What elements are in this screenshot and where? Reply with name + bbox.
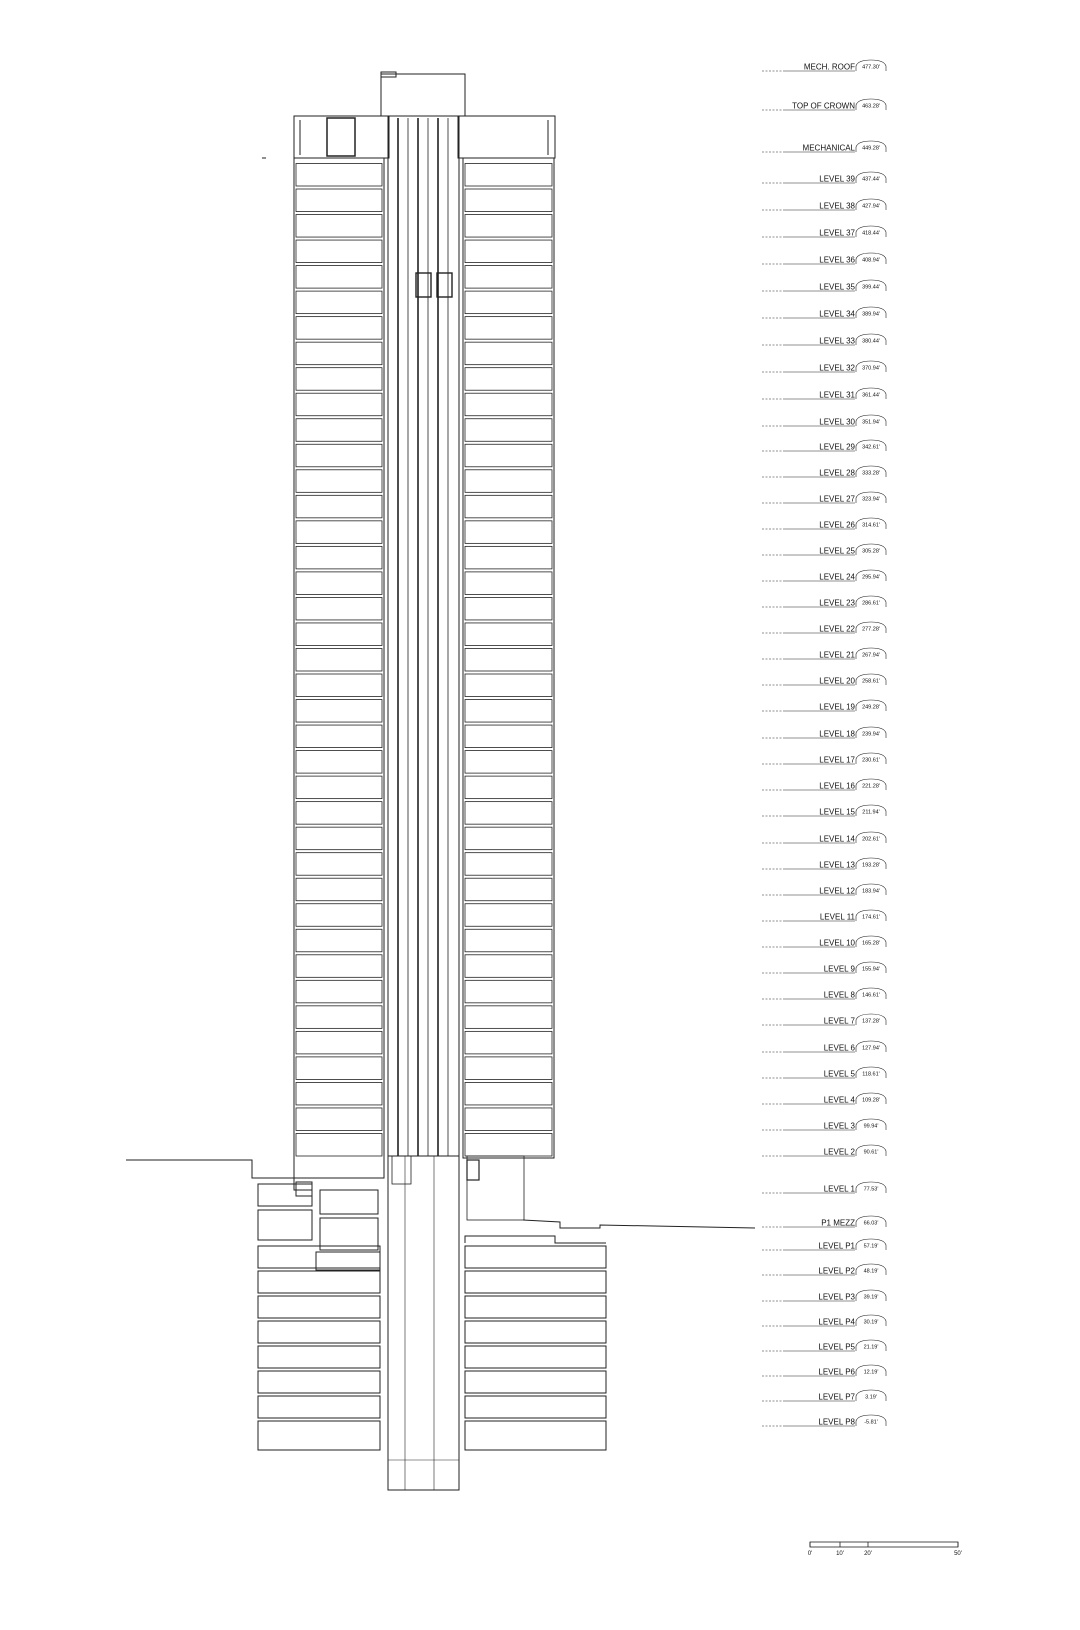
elevator-cab — [437, 273, 452, 297]
level-marker — [762, 60, 886, 72]
level-elevation: 463.28' — [862, 103, 880, 110]
level-name: LEVEL P6 — [818, 1367, 855, 1377]
podium-block — [316, 1252, 380, 1270]
parking-level-left — [258, 1321, 380, 1343]
floor-bay-right — [465, 444, 552, 467]
level-name: LEVEL 9 — [823, 964, 855, 974]
parking-level-left — [258, 1271, 380, 1293]
floor-bay-left — [296, 317, 382, 340]
level-marker — [762, 596, 886, 608]
floor-bay-left — [296, 1031, 382, 1054]
podium-block — [320, 1190, 378, 1214]
level-name: LEVEL 12 — [819, 886, 855, 896]
floor-bay-right — [465, 1031, 552, 1054]
floor-bay-left — [296, 751, 382, 774]
level-marker — [762, 1264, 886, 1276]
floor-bay-right — [465, 393, 552, 416]
level-elevation: 3.19' — [865, 1394, 877, 1401]
level-elevation: 277.28' — [862, 626, 880, 633]
level-marker — [762, 1340, 886, 1352]
level-elevation: 351.94' — [862, 419, 880, 426]
level-name: LEVEL 26 — [819, 520, 855, 530]
floor-bay-left — [296, 725, 382, 748]
level-marker — [762, 622, 886, 634]
level-elevation: 286.61' — [862, 600, 880, 607]
floor-bay-right — [465, 623, 552, 646]
level-name: LEVEL 33 — [819, 336, 855, 346]
level-name: LEVEL 35 — [819, 282, 855, 292]
level-elevation: 295.94' — [862, 574, 880, 581]
level-name: LEVEL 2 — [823, 1147, 855, 1157]
level-marker — [762, 884, 886, 896]
floor-bay-left — [296, 1108, 382, 1131]
floor-bay-left — [296, 444, 382, 467]
floor-bay-left — [296, 623, 382, 646]
level-name: LEVEL 28 — [819, 468, 855, 478]
floor-bay-left — [296, 189, 382, 212]
level-name: LEVEL 23 — [819, 598, 855, 608]
parking-level-left — [258, 1421, 380, 1450]
floor-bay-right — [465, 521, 552, 544]
level-marker — [762, 1067, 886, 1079]
level-marker — [762, 1093, 886, 1105]
podium-block — [258, 1184, 312, 1206]
floor-bay-right — [465, 725, 552, 748]
building-section — [126, 72, 755, 1490]
floor-bay-right — [465, 1057, 552, 1080]
level-name: LEVEL 17 — [819, 755, 855, 765]
level-elevation: 305.28' — [862, 548, 880, 555]
level-marker — [762, 492, 886, 504]
level-elevation: 118.61' — [862, 1071, 880, 1078]
level-elevation: 12.19' — [863, 1369, 879, 1376]
floor-bay-right — [465, 597, 552, 620]
level-name: LEVEL 21 — [819, 650, 855, 660]
level-marker — [762, 199, 886, 211]
floor-bay-left — [296, 393, 382, 416]
scale-bar-frame — [810, 1542, 958, 1547]
lobby-door — [467, 1160, 479, 1180]
floor-bay-right — [465, 470, 552, 493]
level-name: LEVEL P3 — [818, 1292, 855, 1302]
parking-level-right — [465, 1396, 606, 1418]
level-elevation: 57.19' — [863, 1243, 879, 1250]
level-name: LEVEL P7 — [818, 1392, 855, 1402]
floor-bay-left — [296, 368, 382, 391]
level-marker — [762, 226, 886, 238]
crown-right — [458, 116, 555, 158]
level-elevation: 193.28' — [862, 862, 880, 869]
podium-block — [320, 1218, 378, 1250]
parking-level-left — [258, 1346, 380, 1368]
floor-bay-left — [296, 955, 382, 978]
level-elevation: 48.19' — [863, 1268, 879, 1275]
floor-bay-right — [465, 853, 552, 876]
level-name: LEVEL 39 — [819, 174, 855, 184]
level-marker — [762, 466, 886, 478]
floor-bay-left — [296, 215, 382, 238]
level-marker — [762, 988, 886, 1000]
floor-bay-right — [465, 368, 552, 391]
level-elevation: 333.28' — [862, 470, 880, 477]
floor-bay-right — [465, 163, 552, 186]
level-elevation: 361.44' — [862, 392, 880, 399]
grade-line-right — [523, 1220, 755, 1228]
level-elevation: 258.61' — [862, 678, 880, 685]
level-name: LEVEL 5 — [823, 1069, 855, 1079]
level-elevation: 146.61' — [862, 992, 880, 999]
level-name: LEVEL 31 — [819, 390, 855, 400]
level-name: LEVEL P2 — [818, 1266, 855, 1276]
parking-level-right — [465, 1346, 606, 1368]
level-marker — [762, 674, 886, 686]
level-marker — [762, 1365, 886, 1377]
level-annotations — [762, 60, 886, 1427]
level-name: LEVEL P1 — [818, 1241, 855, 1251]
level-marker — [762, 518, 886, 530]
floor-bay-right — [465, 495, 552, 518]
level-marker — [762, 1239, 886, 1251]
level-elevation: 249.28' — [862, 704, 880, 711]
floor-bay-left — [296, 700, 382, 723]
level-name: LEVEL 19 — [819, 702, 855, 712]
floor-bay-right — [465, 648, 552, 671]
floor-bay-left — [296, 878, 382, 901]
parking-top-right — [465, 1236, 606, 1243]
level-name: TOP OF CROWN — [792, 101, 855, 111]
level-name: LEVEL 7 — [823, 1016, 855, 1026]
level-marker — [762, 307, 886, 319]
level-name: LEVEL 13 — [819, 860, 855, 870]
level-elevation: 267.94' — [862, 652, 880, 659]
level-marker — [762, 1182, 886, 1194]
level-name: LEVEL 29 — [819, 442, 855, 452]
level-marker — [762, 1216, 886, 1228]
level-elevation: 239.94' — [862, 731, 880, 738]
floor-bay-right — [465, 904, 552, 927]
level-marker — [762, 361, 886, 373]
level-name: LEVEL 1 — [823, 1184, 855, 1194]
level-elevation: 314.61' — [862, 522, 880, 529]
floor-bay-right — [465, 240, 552, 263]
floor-bay-left — [296, 266, 382, 289]
level-elevation: 380.44' — [862, 338, 880, 345]
level-marker — [762, 1041, 886, 1053]
level-elevation: 323.94' — [862, 496, 880, 503]
level-marker — [762, 962, 886, 974]
level-elevation: 21.19' — [863, 1344, 879, 1351]
floor-bay-left — [296, 1082, 382, 1105]
floor-bay-right — [465, 215, 552, 238]
level-elevation: 66.03' — [863, 1220, 879, 1227]
floor-bay-right — [465, 955, 552, 978]
floor-bay-right — [465, 266, 552, 289]
grade-line-left — [126, 1160, 312, 1190]
parking-level-right — [465, 1296, 606, 1318]
level-marker — [762, 544, 886, 556]
floor-bay-right — [465, 1108, 552, 1131]
level-marker — [762, 1119, 886, 1131]
level-elevation: 427.94' — [862, 203, 880, 210]
floor-bay-right — [465, 419, 552, 442]
level-elevation: 165.28' — [862, 940, 880, 947]
floor-bay-left — [296, 1057, 382, 1080]
level-name: LEVEL 15 — [819, 807, 855, 817]
level-name: LEVEL 6 — [823, 1043, 855, 1053]
level-marker — [762, 648, 886, 660]
level-marker — [762, 832, 886, 844]
floor-bay-right — [465, 878, 552, 901]
level-name: MECHANICAL — [802, 143, 855, 153]
floor-bay-left — [296, 980, 382, 1003]
parking-level-right — [465, 1246, 606, 1268]
level-elevation: 183.94' — [862, 888, 880, 895]
level-elevation: 90.61' — [863, 1149, 879, 1156]
floor-bay-left — [296, 342, 382, 365]
level-elevation: 418.44' — [862, 230, 880, 237]
floor-bay-right — [465, 980, 552, 1003]
level-elevation: 230.61' — [862, 757, 880, 764]
level-marker — [762, 910, 886, 922]
level-marker — [762, 388, 886, 400]
floor-bay-left — [296, 470, 382, 493]
level-name: LEVEL 25 — [819, 546, 855, 556]
level-marker — [762, 727, 886, 739]
parking-level-right — [465, 1421, 606, 1450]
elevator-pit — [392, 1156, 411, 1184]
level-marker — [762, 334, 886, 346]
level-marker — [762, 280, 886, 292]
level-marker — [762, 1315, 886, 1327]
level-elevation: 449.28' — [862, 145, 880, 152]
level-name: LEVEL 18 — [819, 729, 855, 739]
tower-left-wing — [294, 158, 384, 1178]
level-name: LEVEL 34 — [819, 309, 855, 319]
level-name: LEVEL P5 — [818, 1342, 855, 1352]
level-marker — [762, 570, 886, 582]
level-name: LEVEL 8 — [823, 990, 855, 1000]
level-marker — [762, 1014, 886, 1026]
parking-level-right — [465, 1321, 606, 1343]
floor-bay-left — [296, 240, 382, 263]
level-marker — [762, 440, 886, 452]
level-marker — [762, 753, 886, 765]
floor-bay-left — [296, 163, 382, 186]
level-marker — [762, 253, 886, 265]
level-name: LEVEL 3 — [823, 1121, 855, 1131]
scale-label: 10' — [836, 1551, 844, 1557]
parking-level-left — [258, 1296, 380, 1318]
level-elevation: 137.28' — [862, 1018, 880, 1025]
floor-bay-left — [296, 827, 382, 850]
level-elevation: -5.81' — [864, 1419, 878, 1426]
level-name: LEVEL 24 — [819, 572, 855, 582]
floor-bay-right — [465, 802, 552, 825]
level-marker — [762, 936, 886, 948]
level-elevation: 342.61' — [862, 444, 880, 451]
crown-left — [294, 116, 389, 158]
level-name: LEVEL 4 — [823, 1095, 855, 1105]
mech-roof-enclosure — [381, 74, 465, 116]
level-marker — [762, 415, 886, 427]
level-elevation: 211.94' — [862, 809, 880, 816]
floor-bay-left — [296, 597, 382, 620]
floor-bay-left — [296, 291, 382, 314]
level-name: MECH. ROOF — [803, 62, 855, 72]
level-marker — [762, 1415, 886, 1427]
level-elevation: 39.19' — [863, 1294, 879, 1301]
level-name: LEVEL 27 — [819, 494, 855, 504]
level-marker — [762, 805, 886, 817]
floor-bay-right — [465, 674, 552, 697]
level-marker — [762, 779, 886, 791]
parking-level-right — [465, 1371, 606, 1393]
level-elevation: 174.61' — [862, 914, 880, 921]
level-name: LEVEL P8 — [818, 1417, 855, 1427]
level-name: P1 MEZZ — [821, 1218, 855, 1228]
level-elevation: 109.28' — [862, 1097, 880, 1104]
level-elevation: 477.30' — [862, 64, 880, 71]
level-elevation: 155.94' — [862, 966, 880, 973]
floor-bay-right — [465, 189, 552, 212]
level-marker — [762, 1390, 886, 1402]
level-marker — [762, 700, 886, 712]
level-elevation: 202.61' — [862, 836, 880, 843]
floor-bay-right — [465, 1082, 552, 1105]
floor-bay-left — [296, 776, 382, 799]
podium-block — [258, 1210, 312, 1240]
level-marker — [762, 1290, 886, 1302]
level-elevation: 221.28' — [862, 783, 880, 790]
floor-bay-right — [465, 776, 552, 799]
parking-level-left — [258, 1246, 380, 1268]
floor-bay-left — [296, 648, 382, 671]
level-name: LEVEL 32 — [819, 363, 855, 373]
parking-level-right — [465, 1271, 606, 1293]
level-elevation: 399.44' — [862, 284, 880, 291]
level-elevation: 30.19' — [863, 1319, 879, 1326]
floor-bay-right — [465, 342, 552, 365]
level-name: LEVEL 14 — [819, 834, 855, 844]
level-name: LEVEL P4 — [818, 1317, 855, 1327]
floor-bay-left — [296, 546, 382, 569]
scale-label: 50' — [954, 1551, 962, 1557]
floor-bay-left — [296, 572, 382, 595]
level-elevation: 408.94' — [862, 257, 880, 264]
level-elevation: 127.94' — [862, 1045, 880, 1052]
level-elevation: 370.94' — [862, 365, 880, 372]
level-name: LEVEL 36 — [819, 255, 855, 265]
floor-bay-left — [296, 1133, 382, 1156]
parking-level-left — [258, 1371, 380, 1393]
level-marker — [762, 858, 886, 870]
level-elevation: 77.53' — [863, 1186, 879, 1193]
floor-bay-right — [465, 546, 552, 569]
floor-bay-right — [465, 700, 552, 723]
lobby-volume — [467, 1156, 524, 1220]
level-name: LEVEL 20 — [819, 676, 855, 686]
level-name: LEVEL 11 — [819, 912, 855, 922]
floor-bay-left — [296, 904, 382, 927]
level-elevation: 437.44' — [862, 176, 880, 183]
floor-bay-left — [296, 495, 382, 518]
level-name: LEVEL 22 — [819, 624, 855, 634]
scale-bar — [808, 1542, 962, 1557]
floor-bay-right — [465, 572, 552, 595]
floor-bay-right — [465, 317, 552, 340]
floor-bay-right — [465, 291, 552, 314]
floor-bay-right — [465, 827, 552, 850]
level-elevation: 99.94' — [863, 1123, 879, 1130]
floor-bay-right — [465, 1006, 552, 1029]
level-name: LEVEL 16 — [819, 781, 855, 791]
crown-screen-panel — [327, 118, 355, 156]
level-name: LEVEL 38 — [819, 201, 855, 211]
floor-bay-left — [296, 853, 382, 876]
floor-bay-left — [296, 674, 382, 697]
floor-bay-left — [296, 521, 382, 544]
level-elevation: 389.94' — [862, 311, 880, 318]
floor-bay-right — [465, 929, 552, 952]
level-name: LEVEL 30 — [819, 417, 855, 427]
floor-bay-left — [296, 929, 382, 952]
floor-bay-right — [465, 751, 552, 774]
scale-label: 20' — [864, 1551, 872, 1557]
level-marker — [762, 141, 886, 153]
floor-bay-left — [296, 1006, 382, 1029]
parking-level-left — [258, 1396, 380, 1418]
level-marker — [762, 99, 886, 111]
level-name: LEVEL 10 — [819, 938, 855, 948]
level-marker — [762, 1145, 886, 1157]
tower-right-wing — [463, 158, 554, 1158]
floor-bay-left — [296, 419, 382, 442]
floor-bay-left — [296, 802, 382, 825]
floor-bay-right — [465, 1133, 552, 1156]
scale-label: 0' — [807, 1551, 813, 1557]
level-name: LEVEL 37 — [819, 228, 855, 238]
level-marker — [762, 172, 886, 184]
